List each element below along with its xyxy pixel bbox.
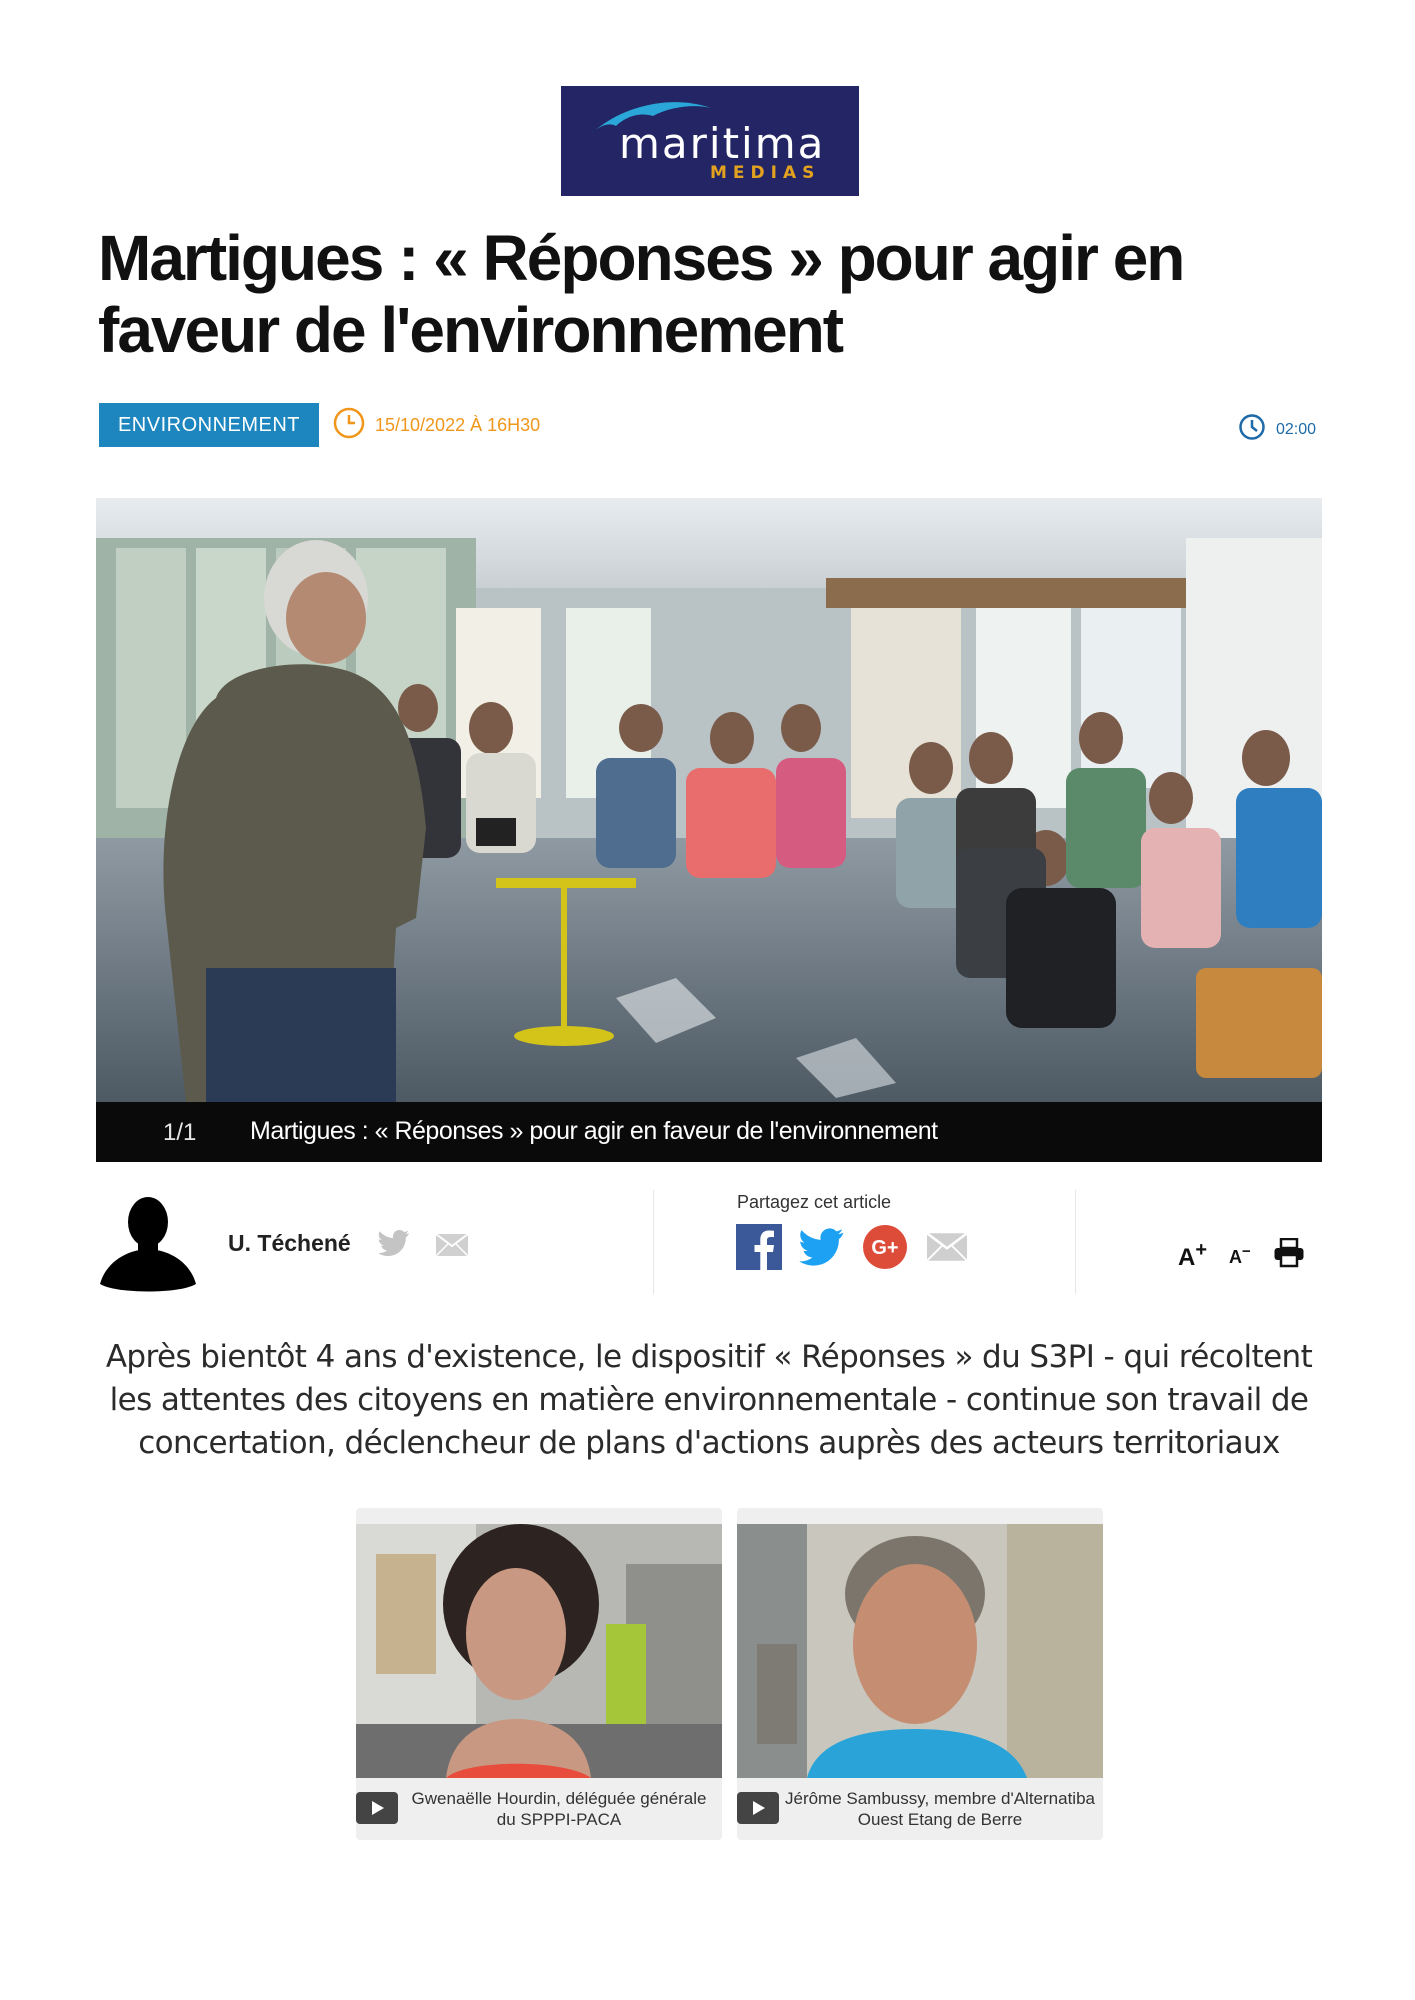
category-badge[interactable]: ENVIRONNEMENT (99, 403, 319, 447)
brand-sub: MEDIAS (710, 163, 821, 183)
video-card[interactable] (737, 1508, 1103, 1840)
share-icons (736, 1224, 986, 1275)
article-lead: Après bientôt 4 ans d'existence, le dispositif « Réponses » du S3PI - qui récoltent les attentes des citoyens en matière environnementale - continue son travail de concertation, déclencheur de plans d'actions auprès des acteurs territoriaux (105, 1339, 1313, 1461)
play-icon[interactable] (356, 1792, 398, 1824)
share-label: Partagez cet article (737, 1192, 892, 1212)
video-thumbnail (356, 1524, 722, 1778)
gallery-caption: Martigues : « Réponses » pour agir en faveur de l'environnement (250, 1117, 938, 1145)
video-caption: Jérôme Sambussy, membre d'Alternatiba Ouest Etang de Berre (784, 1789, 1095, 1829)
divider (1075, 1190, 1076, 1294)
decrease-font-button[interactable]: A− (1229, 1243, 1251, 1267)
clock-icon (333, 407, 365, 444)
reading-time-text: 02:00 (1275, 420, 1316, 438)
svg-text:G+: G+ (871, 1237, 899, 1259)
article-title: Martigues : « Réponses » pour agir en faveur de l'environnement (98, 222, 1184, 366)
author-name[interactable]: U. Téchené (228, 1230, 351, 1256)
gallery-caption-bar (96, 1102, 1322, 1162)
brand-name: maritima (619, 119, 826, 168)
video-caption: Gwenaëlle Hourdin, déléguée générale du SPPPI-PACA (411, 1789, 707, 1829)
print-icon[interactable] (1273, 1238, 1305, 1273)
video-card[interactable] (356, 1508, 722, 1840)
publish-date (333, 409, 540, 441)
play-icon[interactable] (737, 1792, 779, 1824)
mail-share-icon[interactable] (925, 1232, 969, 1267)
twitter-icon[interactable] (378, 1229, 410, 1257)
timer-icon (1238, 413, 1266, 446)
date-text: 15/10/2022 À 16H30 (375, 414, 541, 435)
reading-time (1238, 413, 1316, 446)
photo-gallery[interactable] (96, 498, 1322, 1162)
hero-photo (96, 498, 1322, 1102)
divider (653, 1190, 654, 1294)
twitter-share-icon[interactable] (799, 1227, 845, 1272)
gallery-counter: 1/1 (163, 1119, 197, 1146)
mail-icon[interactable] (435, 1233, 469, 1257)
author-avatar-icon (100, 1192, 196, 1294)
brand-logo[interactable] (561, 86, 859, 196)
text-tools (1178, 1238, 1305, 1273)
video-thumbnail (737, 1524, 1103, 1778)
facebook-icon[interactable] (736, 1224, 782, 1275)
google-plus-icon[interactable] (862, 1224, 908, 1275)
increase-font-button[interactable]: A+ (1178, 1239, 1208, 1271)
